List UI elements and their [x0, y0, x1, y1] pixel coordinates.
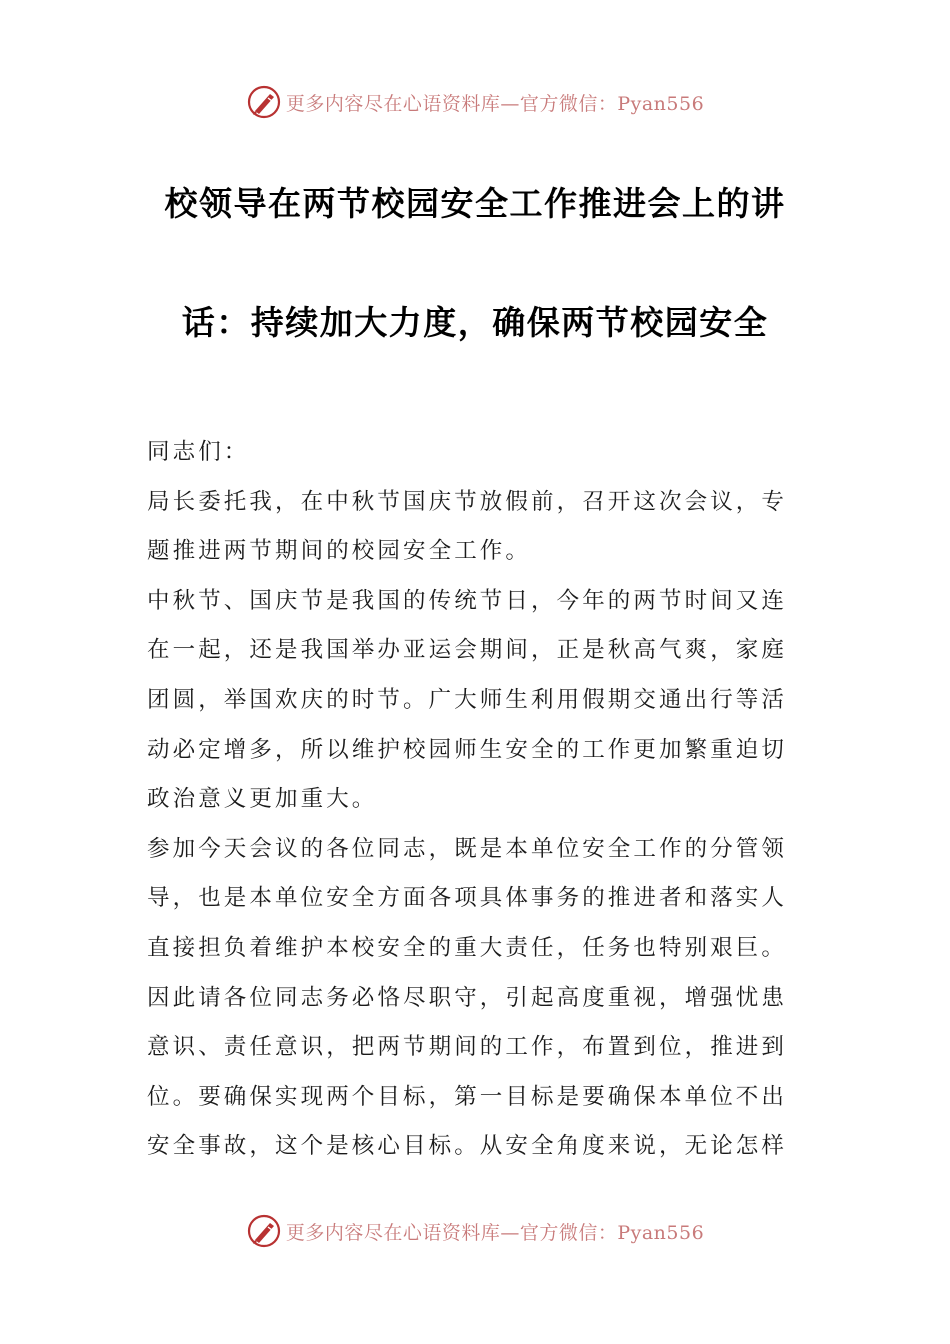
header-watermark	[0, 82, 950, 122]
footer-watermark-text: 更多内容尽在心语资料库—官方微信：Pyan556	[285, 1221, 705, 1244]
body-paragraph: 中秋节、国庆节是我国的传统节日，今年的两节时间又连在一起，还是我国举办亚运会期间，正是秋高气爽，家庭团圆，举国欢庆的时节。广大师生利用假期交通出行等活动必定增多，所以维护校园师生安全的工作更加繁重迫切政治意义更加重大。	[147, 587, 788, 813]
footer-watermark	[0, 1211, 950, 1251]
pen-logo-icon	[246, 1213, 282, 1249]
pen-logo-icon	[246, 84, 282, 120]
body-paragraph: 参加今天会议的各位同志，既是本单位安全工作的分管领导，也是本单位安全方面各项具体事务的推进者和落实人直接担负着维护本校安全的重大责任，任务也特别艰巨。因此请各位同志务必恪尽职守，引起高度重视，增强忧患意识、责任意识，把两节期间的工作，布置到位，推进到位。要确保实现两个目标，第一目标是要确保本单位不出安全事故，这个是核心目标。从安全角度来说，无论怎样	[147, 835, 788, 1160]
body-paragraph: 局长委托我，在中秋节国庆节放假前，召开这次会议，专题推进两节期间的校园安全工作。	[147, 488, 788, 565]
document-body	[147, 428, 811, 1172]
header-watermark-text: 更多内容尽在心语资料库—官方微信：Pyan556	[285, 92, 705, 115]
document-title-line-2: 话：持续加大力度，确保两节校园安全	[181, 303, 769, 342]
salutation: 同志们：	[147, 439, 250, 465]
document-title-line-1: 校领导在两节校园安全工作推进会上的讲	[164, 184, 786, 223]
